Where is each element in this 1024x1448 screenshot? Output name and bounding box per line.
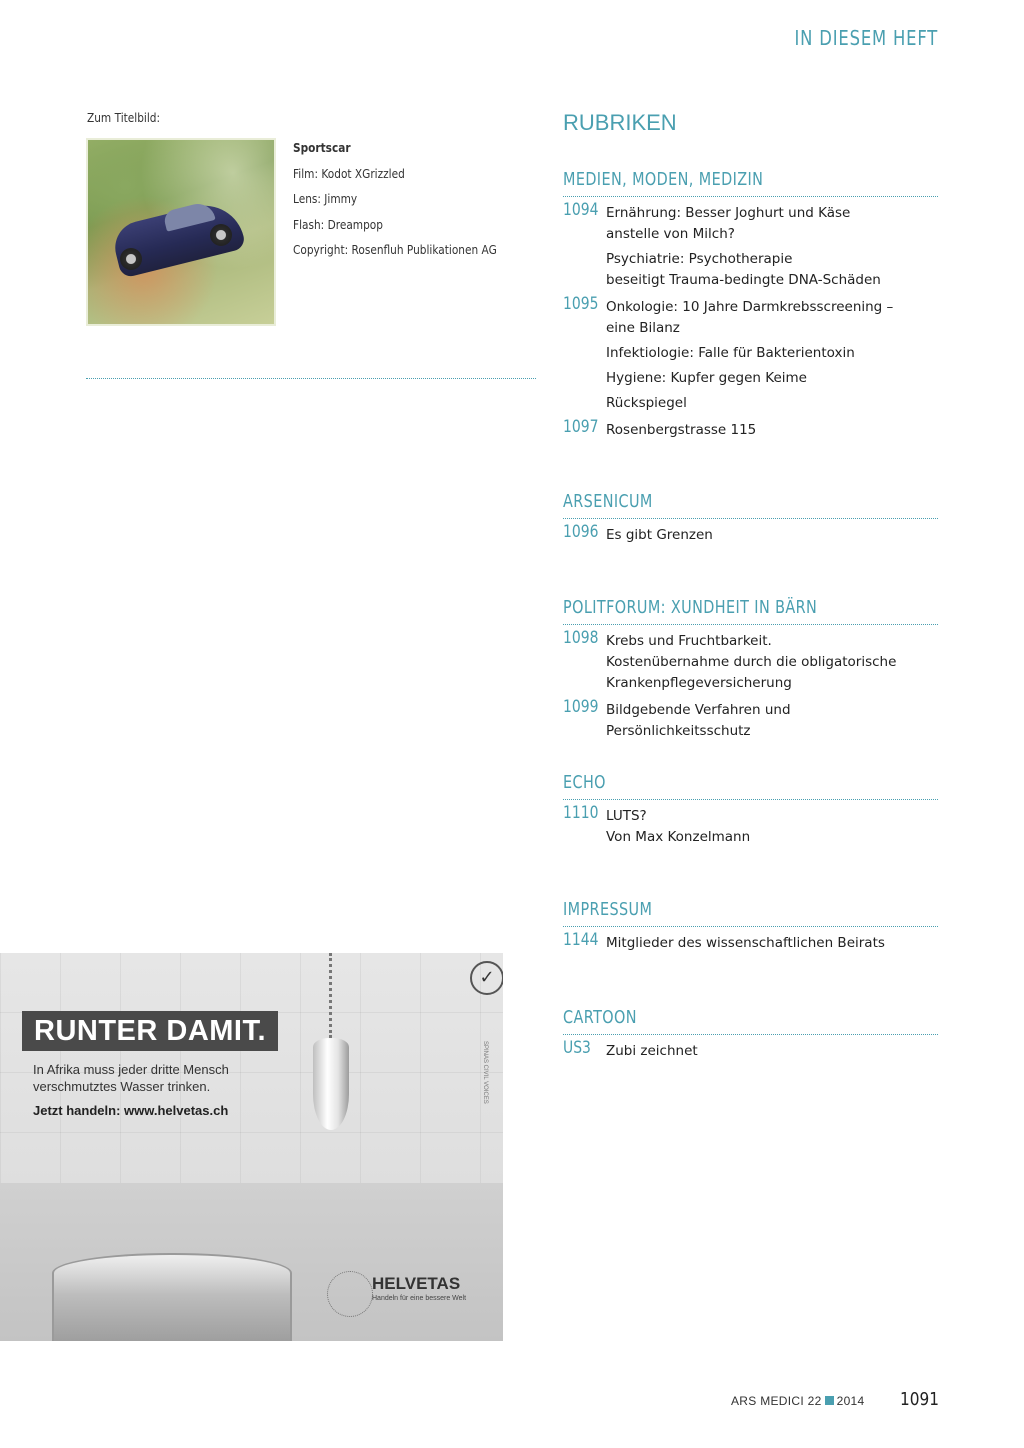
ad-credit: SPINAS CIVIL VOICES [482, 1041, 488, 1104]
toc-entry[interactable] [563, 294, 938, 414]
contents-heading: RUBRIKEN [563, 110, 677, 135]
water-glass [52, 1253, 292, 1341]
toc-item-line: Es gibt Grenzen [606, 527, 713, 543]
ad-headline: RUNTER DAMIT. [22, 1011, 278, 1051]
ad-cta-link[interactable]: Jetzt handeln: www.helvetas.ch [33, 1103, 229, 1118]
section-title: ECHO [563, 772, 606, 793]
cover-photo [86, 138, 276, 326]
section-title: ARSENICUM [563, 491, 653, 512]
pull-handle [313, 1038, 349, 1130]
contents-section [563, 168, 938, 445]
toc-entry[interactable] [563, 697, 938, 742]
toc-item-line: Mitglieder des wissenschaftlichen Beirats [606, 935, 885, 951]
cover-caption: Zum Titelbild: [87, 111, 161, 125]
section-title: IMPRESSUM [563, 899, 653, 920]
section-divider [563, 196, 938, 197]
toc-item [606, 933, 938, 954]
toc-page-number: 1097 [563, 417, 599, 437]
toc-item [606, 420, 938, 441]
contents-section [563, 1006, 938, 1066]
ad-body-line: verschmutztes Wasser trinken. [33, 1079, 211, 1094]
contents-section [563, 771, 938, 852]
footer-publication-name: ARS MEDICI 22 [731, 1394, 822, 1408]
pull-chain [329, 953, 336, 1038]
toc-page-number: 1096 [563, 522, 599, 542]
car-wheel-rear [210, 224, 232, 246]
cover-lens: Lens: Jimmy [293, 192, 358, 206]
toc-item-line: Hygiene: Kupfer gegen Keime [606, 370, 807, 386]
cover-meta [293, 136, 497, 264]
toc-item-line: Von Max Konzelmann [606, 829, 751, 845]
toc-item [606, 1041, 938, 1062]
section-title: POLITFORUM: XUNDHEIT IN BÄRN [563, 597, 818, 618]
toc-item [606, 249, 938, 291]
toc-item-line: Kostenübernahme durch die obligatorische [606, 654, 897, 670]
toc-item [606, 343, 938, 364]
toc-item-line: Psychiatrie: Psychotherapie [606, 251, 793, 267]
toc-page-number: 1099 [563, 697, 599, 717]
toc-item [606, 631, 938, 694]
toc-item [606, 297, 938, 339]
toc-entry[interactable] [563, 522, 938, 546]
toc-entry[interactable] [563, 628, 938, 694]
ad-body [33, 1061, 229, 1095]
toc-page-number: 1098 [563, 628, 599, 648]
toc-item-line: Bildgebende Verfahren und Persönlichkeitsschutz [606, 702, 791, 739]
cover-flash: Flash: Dreampop [293, 217, 383, 232]
toc-item-line: anstelle von Milch? [606, 226, 735, 242]
cover-copyright: Copyright: Rosenfluh Publikationen AG [293, 243, 497, 257]
toc-item [606, 700, 938, 742]
cover-film: Film: Kodot XGrizzled [293, 166, 405, 181]
toc-item-line: Krankenpflegeversicherung [606, 675, 792, 691]
ad-tagline: Handeln für eine bessere Welt [372, 1295, 467, 1302]
toc-entry[interactable] [563, 417, 938, 441]
section-divider [563, 926, 938, 927]
ad-body-line: In Afrika muss jeder dritte Mensch [33, 1062, 229, 1077]
toc-item-line: Zubi zeichnet [606, 1043, 698, 1059]
section-divider [563, 799, 938, 800]
toc-page-number: US3 [563, 1038, 591, 1058]
section-divider [563, 518, 938, 519]
section-title: CARTOON [563, 1007, 637, 1028]
globe-icon [327, 1271, 373, 1317]
divider [86, 378, 536, 379]
toc-item-line: Onkologie: 10 Jahre Darmkrebsscreening – [606, 299, 894, 315]
ad-brand: HELVETAS [372, 1274, 461, 1293]
section-divider [563, 1034, 938, 1035]
checkmark-seal-icon: ✓ [470, 961, 503, 995]
toc-page-number: 1144 [563, 930, 599, 950]
page-header-title: IN DIESEM HEFT [794, 26, 938, 50]
toc-item-line: beseitigt Trauma-bedingte DNA-Schäden [606, 272, 881, 288]
toc-item-line: Rückspiegel [606, 395, 687, 411]
square-icon [825, 1396, 834, 1405]
toc-item [606, 203, 938, 245]
car-wheel-front [120, 248, 142, 270]
section-title: MEDIEN, MODEN, MEDIZIN [563, 169, 764, 190]
footer-year: 2014 [836, 1394, 865, 1408]
toc-item-line: LUTS? [606, 808, 647, 824]
contents-section [563, 596, 938, 746]
toc-item-line: eine Bilanz [606, 320, 680, 336]
toc-entry[interactable] [563, 1038, 938, 1062]
toc-entry[interactable] [563, 200, 938, 291]
page-number: 1091 [900, 1389, 939, 1410]
toc-item [606, 393, 938, 414]
toc-item-line: Rosenbergstrasse 115 [606, 422, 757, 438]
toc-page-number: 1110 [563, 803, 599, 823]
toc-item [606, 806, 938, 848]
toc-page-number: 1094 [563, 200, 599, 220]
toc-item-line: Infektiologie: Falle für Bakterientoxin [606, 345, 855, 361]
toc-item [606, 525, 938, 546]
toc-entry[interactable] [563, 930, 938, 954]
cover-title: Sportscar [293, 141, 351, 155]
toc-item [606, 368, 938, 389]
toc-item-line: Krebs und Fruchtbarkeit. [606, 633, 772, 649]
footer-publication [731, 1394, 865, 1408]
contents-section [563, 898, 938, 958]
advertisement [0, 953, 503, 1341]
toc-page-number: 1095 [563, 294, 599, 314]
toc-entry[interactable] [563, 803, 938, 848]
section-divider [563, 624, 938, 625]
toc-item-line: Ernährung: Besser Joghurt und Käse [606, 205, 851, 221]
contents-section [563, 490, 938, 550]
